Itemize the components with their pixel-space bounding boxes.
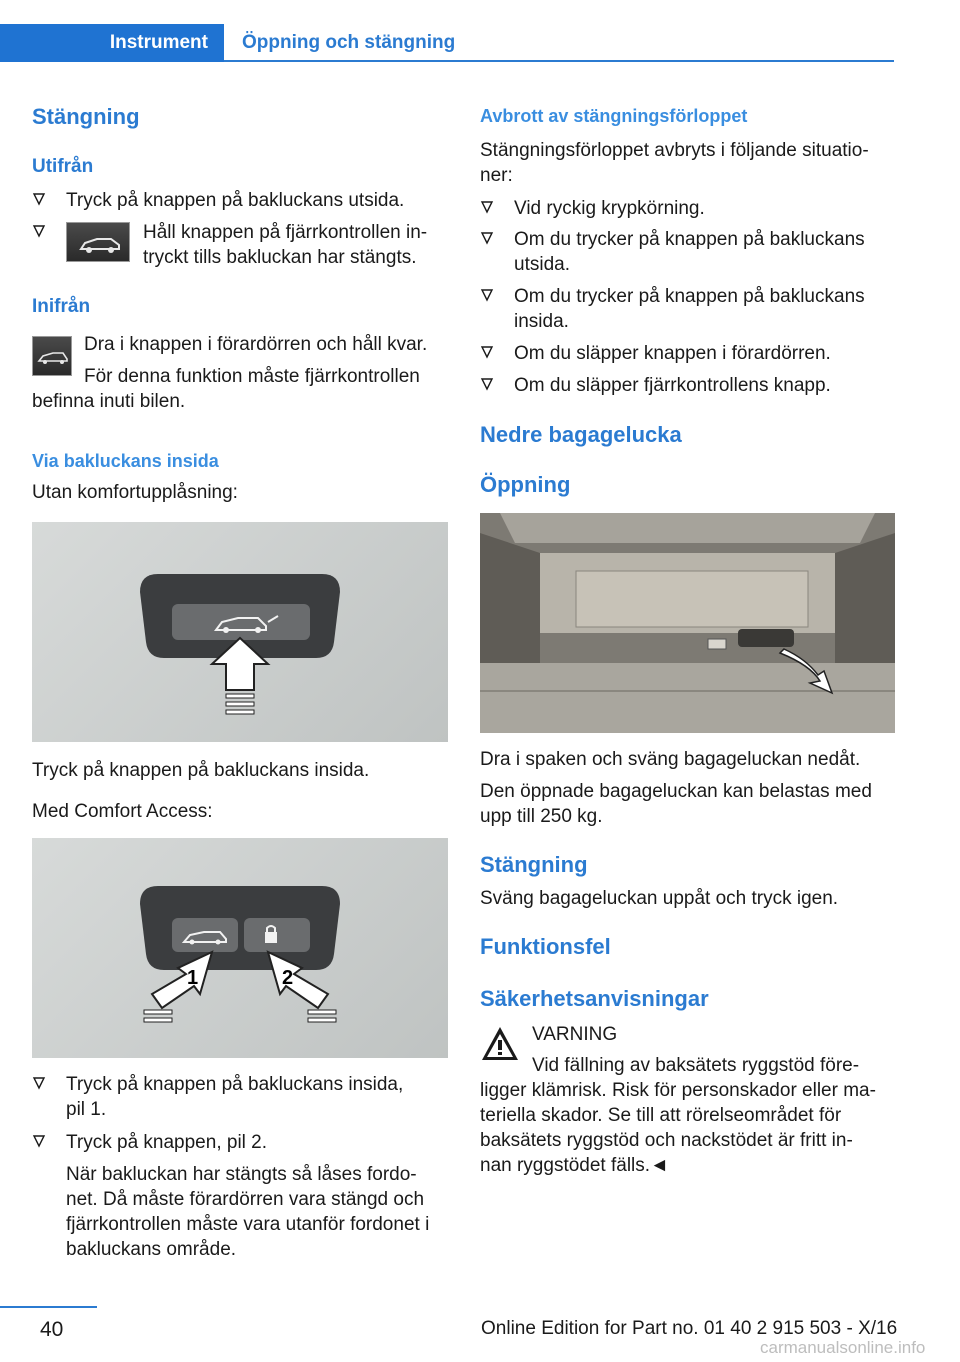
comfort-buttons-illustration — [32, 838, 448, 1058]
abort-intro-2: ner: — [480, 165, 513, 186]
comfort-note: När bakluckan har stängts så låses fordo- net. Då måste förardörren vara stängd och fjärrkontrollen måste vara utanför fordonet i bakluckans område. — [66, 1164, 430, 1260]
triangle-bullet-icon — [480, 288, 494, 307]
inside-text-3: befinna inuti bilen. — [32, 391, 186, 412]
triangle-bullet-icon — [32, 192, 48, 208]
photo-trunk-close-button — [32, 522, 448, 742]
inside-text-1: Dra i knappen i förardörren och håll kvar. — [84, 334, 428, 355]
door-trunk-button-icon — [32, 336, 72, 376]
tab-instrument[interactable]: Instrument — [0, 24, 224, 62]
trunk-button-illustration — [32, 522, 448, 742]
page-header — [0, 24, 894, 62]
triangle-bullet-icon — [32, 1076, 46, 1095]
warning-title: VARNING — [532, 1024, 618, 1045]
open-text-2a: Den öppnade bagageluckan kan belastas med — [480, 781, 872, 802]
triangle-bullet-icon — [480, 200, 494, 219]
abort-intro-1: Stängningsförloppet avbryts i följande situatio- — [480, 140, 869, 161]
heading-opening: Öppning — [480, 472, 571, 497]
subheading-abort: Avbrott av stängningsförloppet — [480, 106, 748, 126]
warning-line-4: baksätets ryggstöd och nackstödet är fritt in- — [480, 1130, 853, 1151]
triangle-bullet-icon — [480, 377, 494, 396]
warning-line-3: teriella skador. Se till att rörelseområdet för — [480, 1105, 842, 1126]
open-text-1: Dra i spaken och sväng bagageluckan nedåt. — [480, 749, 861, 770]
warning-triangle-icon — [480, 1024, 520, 1069]
warning-line-5: nan ryggstödet fälls.◄ — [480, 1155, 669, 1176]
photo-comfort-access-buttons — [32, 838, 448, 1058]
bullet-outside-1: Tryck på knappen på bakluckans utsida. — [32, 188, 448, 213]
heading-lower-tailgate: Nedre bagagelucka — [480, 422, 682, 447]
subheading-via-inside: Via bakluckans insida — [32, 451, 219, 471]
heading-closing-lower: Stängning — [480, 852, 588, 877]
open-text-2b: upp till 250 kg. — [480, 806, 603, 827]
arrow-label-1: 1 — [187, 967, 199, 989]
photo-trunk-interior — [480, 513, 895, 733]
warning-line-1: Vid fällning av baksätets ryggstöd före- — [532, 1055, 860, 1076]
tab-opening-closing[interactable]: Öppning och stängning — [242, 32, 456, 53]
triangle-bullet-icon — [32, 224, 46, 243]
footer-online-edition: Online Edition for Part no. 01 40 2 915 503 - X/16 — [481, 1318, 898, 1339]
trunk-interior-illustration — [480, 513, 895, 733]
subheading-inside: Inifrån — [32, 296, 91, 317]
caption-press-inside: Tryck på knappen på bakluckans insida. — [32, 760, 370, 781]
heading-malfunction: Funktionsfel — [480, 934, 611, 959]
triangle-bullet-icon — [480, 231, 494, 250]
text-without-comfort: Utan komfortupplåsning: — [32, 482, 238, 503]
watermark: carmanualsonline.info — [760, 1338, 926, 1357]
bullet-outside-2 — [32, 220, 448, 270]
text-with-comfort: Med Comfort Access: — [32, 801, 213, 822]
footer-rule — [0, 1306, 97, 1308]
bullet-outside-2-text-a: Håll knappen på fjärrkontrollen in- — [143, 222, 428, 243]
remote-trunk-button-icon — [66, 222, 130, 262]
arrow-label-2: 2 — [282, 967, 294, 989]
heading-safety: Säkerhetsanvisningar — [480, 986, 709, 1011]
close-text: Sväng bagageluckan uppåt och tryck igen. — [480, 888, 839, 909]
triangle-bullet-icon — [480, 345, 494, 364]
triangle-bullet-icon — [32, 1134, 46, 1153]
bullet-outside-2-text-b: tryckt tills bakluckan har stängts. — [143, 247, 417, 268]
subheading-outside: Utifrån — [32, 156, 94, 177]
page-number: 40 — [40, 1318, 64, 1341]
inside-text-2: För denna funktion måste fjärrkontrollen — [84, 366, 420, 387]
warning-line-2: ligger klämrisk. Risk för personskador eller ma- — [480, 1080, 876, 1101]
heading-closing: Stängning — [32, 104, 140, 129]
